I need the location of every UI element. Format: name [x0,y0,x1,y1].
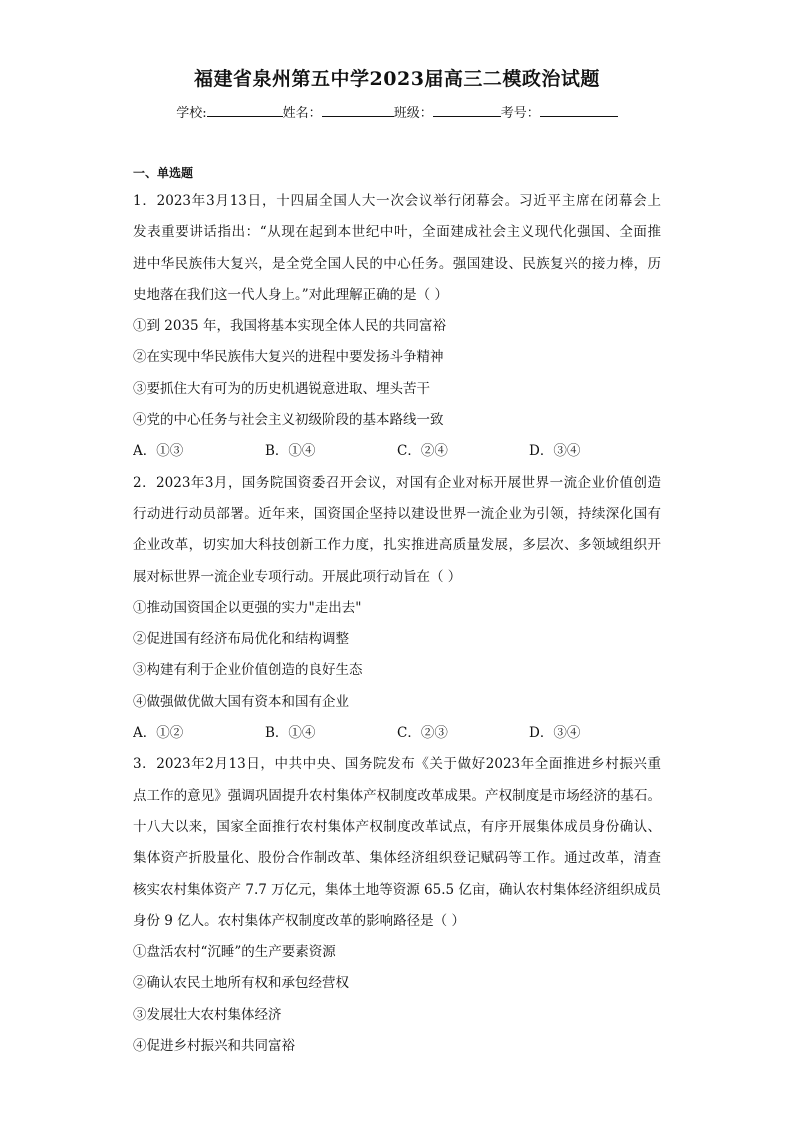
question-stem-line: 1．2023年3月13日，十四届全国人大一次会议举行闭幕会。习近平主席在闭幕会上 [133,193,661,209]
question-stem-line: 2．2023年3月，国务院国资委召开会议，对国有企业对标开展世界一流企业价值创造 [133,474,661,491]
question-stem-line: 行动进行动员部署。近年来，国资国企坚持以建设世界一流企业为引领，持续深化国有 [133,505,661,522]
question-stem-line: 企业改革，切实加大科技创新工作力度，扎实推进高质量发展，多层次、多领域组织开 [133,537,661,554]
question-2 [133,468,661,750]
statement-item: ③要抓住大有可为的历史机遇锐意进取、埋头苦干 [133,380,430,397]
name-blank [322,104,394,117]
statement-item: ③构建有利于企业价值创造的良好生态 [133,662,363,679]
question-stem-line: 集体资产折股量化、股份合作制改革、集体经济组织登记赋码等工作。通过改革，清查 [133,850,661,867]
school-blank [207,104,283,117]
question-1 [133,186,661,468]
student-info-row [0,102,794,121]
option-b: B．①④ [265,443,316,460]
question-stem-line: 史地落在我们这一代人身上。”对此理解正确的是（ ） [133,286,448,303]
question-stem-line: 进中华民族伟大复兴，是全党全国人民的中心任务。强国建设、民族复兴的接力棒，历 [133,255,661,272]
page-title: 福建省泉州第五中学2023届高三二模政治试题 [194,68,600,90]
question-stem-line: 身份 9 亿人。农村集体产权制度改革的影响路径是（ ） [133,912,465,929]
statement-item: ①到 2035 年，我国将基本实现全体人民的共同富裕 [133,318,446,335]
statement-item: ③发展壮大农村集体经济 [133,1006,282,1023]
statement-item: ②在实现中华民族伟大复兴的进程中要发扬斗争精神 [133,349,444,366]
question-stem-line: 3．2023年2月13日，中共中央、国务院发布《关于做好2023年全面推进乡村振兴重 [133,756,661,773]
question-stem-line: 十八大以来，国家全面推行农村集体产权制度改革试点，有序开展集体成员身份确认、 [133,818,661,835]
option-d: D．③④ [529,443,581,460]
option-a: A．①② [133,725,184,742]
option-a: A．①③ [133,443,184,460]
name-label: 姓名： [282,106,322,121]
answer-options [133,436,661,467]
statement-item: ④促进乡村振兴和共同富裕 [133,1038,295,1055]
statement-item: ④做强做优做大国有资本和国有企业 [133,693,349,710]
question-stem-line: 发表重要讲话指出：“从现在起到本世纪中叶，全面建成社会主义现代化强国、全面推 [133,224,661,241]
statement-item: ①推动国资国企以更强的实力"走出去" [133,599,362,616]
option-c: C．②④ [397,443,448,460]
section-title: 一、单选题 [133,166,194,180]
statement-item: ④党的中心任务与社会主义初级阶段的基本路线一致 [133,412,444,429]
question-3 [133,749,661,1062]
answer-options [133,718,661,749]
option-c: C．②③ [397,725,448,742]
question-stem-line: 展对标世界一流企业专项行动。开展此项行动旨在（ ） [133,568,462,585]
option-b: B．①④ [265,725,316,742]
class-label: 班级： [393,106,433,121]
option-d: D．③④ [529,725,581,742]
statement-item: ②确认农民土地所有权和承包经营权 [133,975,349,992]
id-blank [540,104,618,117]
id-label: 考号： [500,106,540,121]
school-label: 学校: [176,106,207,121]
question-stem-line: 点工作的意见》强调巩固提升农村集体产权制度改革成果。产权制度是市场经济的基石。 [133,787,661,804]
statement-item: ②促进国有经济布局优化和结构调整 [133,631,349,648]
question-stem-line: 核实农村集体资产 7.7 万亿元，集体土地等资源 65.5 亿亩，确认农村集体经济组织成员 [133,881,661,898]
statement-item: ①盘活农村“沉睡”的生产要素资源 [133,944,336,961]
class-blank [433,104,501,117]
questions-list [133,186,661,1062]
